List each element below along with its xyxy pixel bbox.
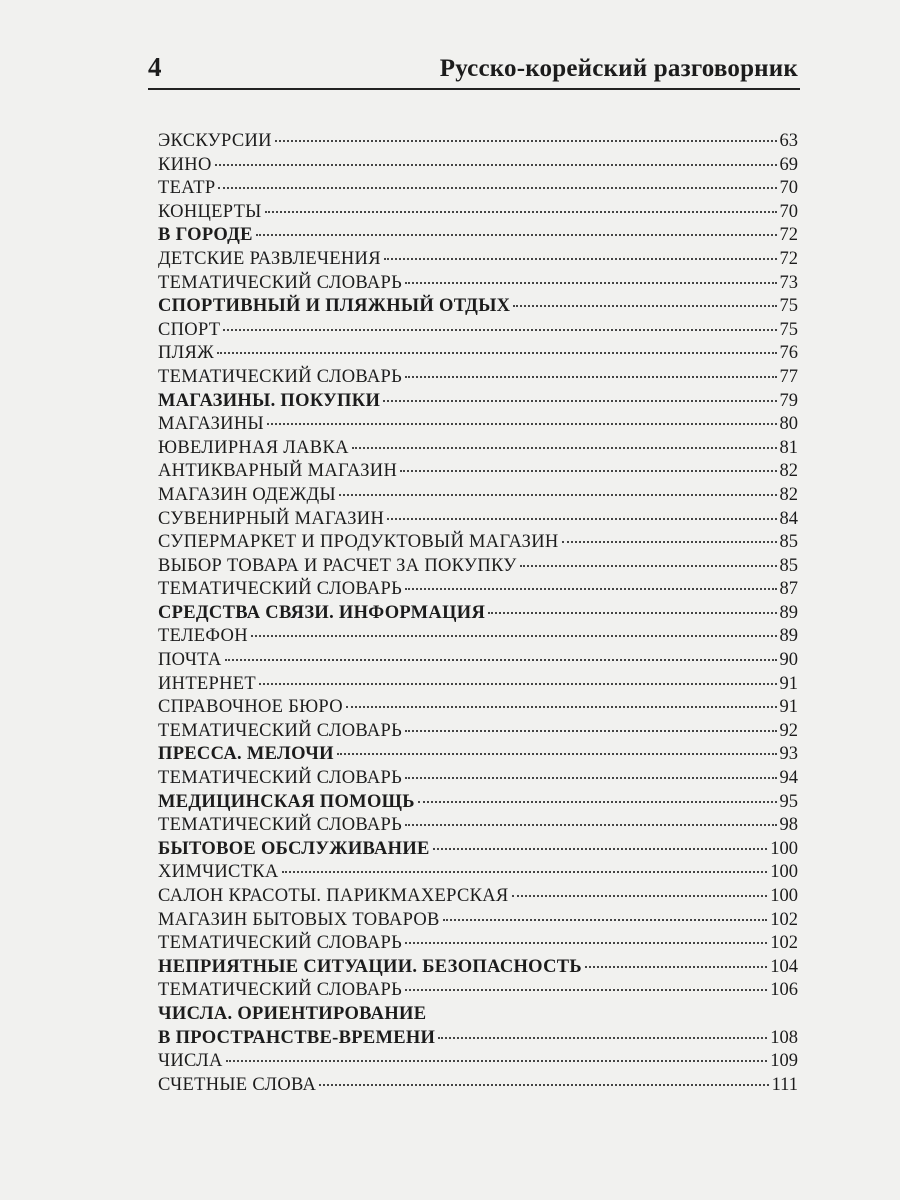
dot-leader <box>226 1060 768 1062</box>
toc-entry-title: ТЕЛЕФОН <box>158 626 248 647</box>
dot-leader <box>259 683 777 685</box>
toc-entry-page: 95 <box>779 791 798 812</box>
toc-entry-page: 70 <box>779 201 798 222</box>
dot-leader <box>223 329 776 331</box>
toc-entry-page: 109 <box>770 1051 798 1072</box>
toc-entry-title: ТЕМАТИЧЕСКИЙ СЛОВАРЬ <box>158 366 403 387</box>
toc-entry-page: 85 <box>779 532 798 553</box>
running-title: Русско-корейский разговорник <box>439 55 798 82</box>
toc-entry-title: МАГАЗИНЫ. ПОКУПКИ <box>158 390 381 411</box>
toc-entry <box>158 721 798 745</box>
toc-entry <box>158 273 798 297</box>
dot-leader <box>513 305 776 307</box>
dot-leader <box>405 824 776 826</box>
dot-leader <box>225 659 777 661</box>
dot-leader <box>215 164 777 166</box>
toc-entry-page: 98 <box>779 815 798 836</box>
toc-entry-title: ЮВЕЛИРНАЯ ЛАВКА <box>158 437 349 458</box>
toc-entry-title: КИНО <box>158 154 212 175</box>
dot-leader <box>267 423 777 425</box>
toc-entry-page: 108 <box>770 1027 798 1048</box>
toc-entry-title: ТЕАТР <box>158 178 216 199</box>
dot-leader <box>512 895 768 897</box>
toc-entry-title: ТЕМАТИЧЕСКИЙ СЛОВАРЬ <box>158 720 403 741</box>
toc-entry <box>158 650 798 674</box>
toc-entry-page: 100 <box>770 886 798 906</box>
dot-leader <box>520 565 777 567</box>
toc-entry-page: 80 <box>779 414 798 435</box>
toc-entry <box>158 1028 798 1052</box>
toc-entry-page: 91 <box>779 673 798 694</box>
toc-entry <box>158 839 798 863</box>
toc-entry-title: ТЕМАТИЧЕСКИЙ СЛОВАРЬ <box>158 933 403 954</box>
dot-leader <box>337 753 777 755</box>
toc-entry <box>158 438 798 462</box>
dot-leader <box>438 1037 767 1039</box>
toc-entry <box>158 980 798 1004</box>
dot-leader <box>387 518 776 520</box>
toc-entry <box>158 792 798 816</box>
toc-entry <box>158 155 798 179</box>
toc-entry-title: СПОРТ <box>158 319 221 340</box>
toc-entry-title: СПОРТИВНЫЙ И ПЛЯЖНЫЙ ОТДЫХ <box>158 296 511 317</box>
toc-entry <box>158 579 798 603</box>
toc-entry-page: 72 <box>779 248 798 269</box>
dot-leader <box>405 730 776 732</box>
toc-entry-page: 87 <box>779 579 798 600</box>
toc-entry-page: 106 <box>770 980 798 1001</box>
page-number: 4 <box>148 52 162 82</box>
toc-entry-page: 63 <box>779 131 798 151</box>
dot-leader <box>405 989 767 991</box>
toc-entry-title: ПОЧТА <box>158 650 222 671</box>
toc-entry-page: 104 <box>770 956 798 977</box>
toc-entry <box>158 296 798 320</box>
toc-entry-title: ТЕМАТИЧЕСКИЙ СЛОВАРЬ <box>158 980 403 1001</box>
toc-entry-title: ТЕМАТИЧЕСКИЙ СЛОВАРЬ <box>158 768 403 789</box>
toc-entry-title: ЭКСКУРСИИ <box>158 131 272 151</box>
toc-entry-title: ПЛЯЖ <box>158 343 215 364</box>
dot-leader <box>585 966 767 968</box>
toc-entry <box>158 320 798 344</box>
dot-leader <box>433 848 768 850</box>
toc-entry <box>158 1004 798 1028</box>
toc-entry-page: 82 <box>779 484 798 505</box>
toc-entry <box>158 131 798 155</box>
toc-entry-title: ВЫБОР ТОВАРА И РАСЧЕТ ЗА ПОКУПКУ <box>158 555 517 576</box>
dot-leader <box>383 400 776 402</box>
toc-entry-title: МАГАЗИН ОДЕЖДЫ <box>158 484 336 505</box>
toc-entry <box>158 556 798 580</box>
toc-entry-page: 70 <box>779 178 798 199</box>
toc-entry <box>158 697 798 721</box>
toc-entry-title: ТЕМАТИЧЕСКИЙ СЛОВАРЬ <box>158 579 403 600</box>
toc-entry-page: 73 <box>779 272 798 293</box>
toc-entry <box>158 461 798 485</box>
dot-leader <box>346 706 777 708</box>
toc-entry-title: МАГАЗИНЫ <box>158 414 264 435</box>
toc-entry-title: ПРЕССА. МЕЛОЧИ <box>158 744 334 765</box>
toc-entry-page: 77 <box>779 366 798 387</box>
toc-entry <box>158 532 798 556</box>
toc-entry <box>158 910 798 934</box>
toc-entry-page: 91 <box>779 697 798 718</box>
toc-entry <box>158 886 798 910</box>
toc-entry-title: САЛОН КРАСОТЫ. ПАРИКМАХЕРСКАЯ <box>158 886 509 906</box>
toc-entry <box>158 744 798 768</box>
dot-leader <box>352 447 777 449</box>
toc-entry-title: ТЕМАТИЧЕСКИЙ СЛОВАРЬ <box>158 272 403 293</box>
toc-entry <box>158 414 798 438</box>
dot-leader <box>265 211 777 213</box>
toc-entry <box>158 178 798 202</box>
dot-leader <box>384 258 777 260</box>
toc-entry-title: БЫТОВОЕ ОБСЛУЖИВАНИЕ <box>158 838 430 859</box>
toc-entry-title: В ПРОСТРАНСТВЕ-ВРЕМЕНИ <box>158 1027 436 1048</box>
toc-entry-title: ЧИСЛА <box>158 1051 223 1072</box>
dot-leader <box>217 352 776 354</box>
toc-entry-page: 93 <box>779 744 798 765</box>
page-header <box>148 52 798 83</box>
toc-entry-page: 89 <box>779 626 798 647</box>
toc-entry-page: 79 <box>779 390 798 411</box>
toc-entry-page: 81 <box>779 437 798 458</box>
toc-entry-page: 89 <box>779 602 798 623</box>
toc-entry-page: 72 <box>779 225 798 246</box>
dot-leader <box>400 470 776 472</box>
toc-entry-title: СЧЕТНЫЕ СЛОВА <box>158 1074 317 1095</box>
dot-leader <box>405 777 776 779</box>
header-rule <box>148 88 800 90</box>
toc-entry-title: НЕПРИЯТНЫЕ СИТУАЦИИ. БЕЗОПАСНОСТЬ <box>158 956 582 977</box>
toc-entry-page: 76 <box>779 343 798 364</box>
dot-leader <box>218 187 776 189</box>
toc-entry-title: ИНТЕРНЕТ <box>158 673 256 694</box>
toc-entry-title: МАГАЗИН БЫТОВЫХ ТОВАРОВ <box>158 909 440 930</box>
dot-leader <box>275 140 777 142</box>
toc-entry-title: АНТИКВАРНЫЙ МАГАЗИН <box>158 461 398 482</box>
toc-entry-page: 92 <box>779 720 798 741</box>
dot-leader <box>488 612 776 614</box>
toc-entry-page: 102 <box>770 909 798 930</box>
dot-leader <box>443 919 768 921</box>
toc-entry-title: СРЕДСТВА СВЯЗИ. ИНФОРМАЦИЯ <box>158 602 486 623</box>
toc-entry-page: 100 <box>770 838 798 859</box>
table-of-contents <box>158 131 798 1098</box>
toc-entry-page: 75 <box>779 319 798 340</box>
toc-entry <box>158 343 798 367</box>
toc-entry-page: 84 <box>779 508 798 529</box>
toc-entry-page: 111 <box>771 1074 798 1095</box>
dot-leader <box>405 942 767 944</box>
toc-entry-title: СУПЕРМАРКЕТ И ПРОДУКТОВЫЙ МАГАЗИН <box>158 532 559 553</box>
toc-entry <box>158 674 798 698</box>
toc-entry <box>158 225 798 249</box>
toc-entry-page: 75 <box>779 296 798 317</box>
toc-entry-page: 85 <box>779 555 798 576</box>
toc-entry <box>158 1051 798 1075</box>
dot-leader <box>405 282 776 284</box>
toc-entry <box>158 509 798 533</box>
toc-entry <box>158 391 798 415</box>
toc-entry-title: ДЕТСКИЕ РАЗВЛЕЧЕНИЯ <box>158 248 381 269</box>
toc-entry <box>158 202 798 226</box>
toc-entry-page: 90 <box>779 650 798 671</box>
dot-leader <box>562 541 777 543</box>
dot-leader <box>251 635 777 637</box>
toc-entry-title: ЧИСЛА. ОРИЕНТИРОВАНИЕ <box>158 1003 427 1024</box>
dot-leader <box>339 494 777 496</box>
toc-entry-page: 82 <box>779 461 798 482</box>
dot-leader <box>405 376 776 378</box>
toc-entry-title: ХИМЧИСТКА <box>158 862 279 883</box>
toc-entry <box>158 862 798 886</box>
toc-entry <box>158 933 798 957</box>
dot-leader <box>418 801 777 803</box>
toc-entry <box>158 1075 798 1099</box>
dot-leader <box>319 1084 768 1086</box>
toc-entry <box>158 485 798 509</box>
toc-entry <box>158 768 798 792</box>
toc-entry-page: 102 <box>770 933 798 954</box>
toc-entry-page: 69 <box>779 154 798 175</box>
toc-entry <box>158 249 798 273</box>
toc-entry-page: 94 <box>779 768 798 789</box>
toc-entry-title: СУВЕНИРНЫЙ МАГАЗИН <box>158 508 385 529</box>
toc-entry-title: МЕДИЦИНСКАЯ ПОМОЩЬ <box>158 791 415 812</box>
toc-entry <box>158 957 798 981</box>
toc-entry <box>158 603 798 627</box>
toc-entry <box>158 815 798 839</box>
dot-leader <box>282 871 768 873</box>
dot-leader <box>405 588 776 590</box>
toc-entry-title: КОНЦЕРТЫ <box>158 201 262 222</box>
toc-entry-page: 100 <box>770 862 798 883</box>
toc-entry <box>158 626 798 650</box>
dot-leader <box>256 234 777 236</box>
toc-entry-title: В ГОРОДЕ <box>158 225 253 246</box>
toc-entry-title: ТЕМАТИЧЕСКИЙ СЛОВАРЬ <box>158 815 403 836</box>
toc-entry-title: СПРАВОЧНОЕ БЮРО <box>158 697 343 718</box>
toc-entry <box>158 367 798 391</box>
